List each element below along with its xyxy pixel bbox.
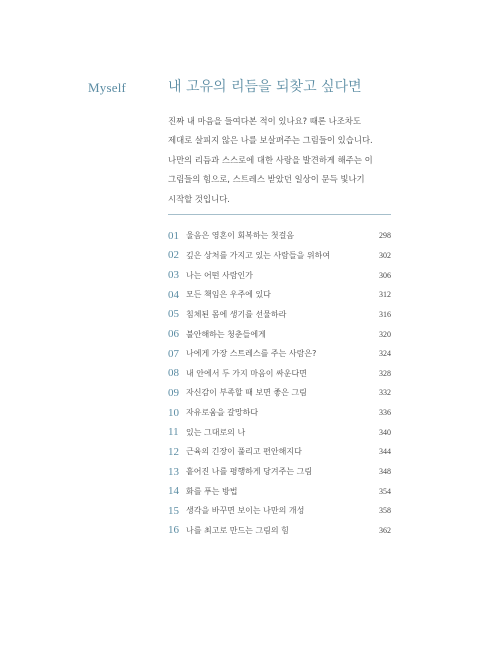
toc-entry[interactable] bbox=[168, 344, 391, 364]
toc-number: 09 bbox=[168, 386, 179, 399]
toc-number: 03 bbox=[168, 269, 179, 282]
toc-entry[interactable] bbox=[168, 422, 391, 442]
toc-title: 생각을 바꾸면 보이는 나만의 개성 bbox=[186, 506, 305, 516]
toc-number: 12 bbox=[168, 445, 179, 458]
toc-title: 나를 최고로 만드는 그림의 힘 bbox=[186, 525, 289, 535]
toc-title: 내 안에서 두 가지 마음이 싸운다면 bbox=[186, 368, 307, 378]
toc-page-number: 336 bbox=[379, 408, 391, 418]
toc-entry[interactable] bbox=[168, 363, 391, 383]
toc-number: 15 bbox=[168, 504, 179, 517]
toc-page-number: 298 bbox=[379, 231, 391, 241]
toc-page-number: 344 bbox=[379, 447, 391, 457]
toc-page-number: 358 bbox=[379, 506, 391, 516]
section-label: Myself bbox=[88, 80, 127, 95]
toc-entry[interactable] bbox=[168, 305, 391, 325]
toc-entry[interactable] bbox=[168, 481, 391, 501]
toc-page-number: 354 bbox=[379, 486, 391, 496]
toc-title: 있는 그대로의 나 bbox=[186, 427, 246, 437]
toc-number: 08 bbox=[168, 367, 179, 380]
section-divider bbox=[168, 214, 391, 215]
toc-number: 05 bbox=[168, 308, 179, 321]
toc-title: 침체된 몸에 생기를 선물하라 bbox=[186, 309, 287, 319]
toc-title: 불안해하는 청춘들에게 bbox=[186, 329, 266, 339]
intro-line: 나만의 리듬과 스스로에 대한 사랑을 발견하게 해주는 이 bbox=[168, 154, 373, 165]
toc-page-number: 324 bbox=[379, 349, 391, 359]
toc-entry[interactable] bbox=[168, 324, 391, 344]
intro-line: 시작할 것입니다. bbox=[168, 193, 230, 204]
intro-line: 제대로 살피지 않은 나를 보살펴주는 그림들이 있습니다. bbox=[168, 135, 373, 146]
toc-entry[interactable] bbox=[168, 403, 391, 423]
intro-line: 진짜 내 마음을 들여다본 적이 있나요? 때론 나조차도 bbox=[168, 116, 361, 126]
toc-number: 16 bbox=[168, 524, 179, 537]
toc-title: 나는 어떤 사람인가 bbox=[186, 270, 253, 280]
toc-entry[interactable] bbox=[168, 521, 391, 541]
toc-page-number: 320 bbox=[379, 329, 391, 339]
toc-title: 모든 책임은 우주에 있다 bbox=[186, 290, 271, 300]
toc-title: 깊은 상처를 가지고 있는 사람들을 위하여 bbox=[186, 250, 331, 260]
toc-page-number: 312 bbox=[379, 290, 391, 300]
intro-paragraph bbox=[168, 112, 398, 209]
toc-page-number: 306 bbox=[379, 270, 391, 280]
toc-number: 10 bbox=[168, 406, 179, 419]
toc-number: 04 bbox=[168, 288, 179, 301]
toc-entry[interactable] bbox=[168, 265, 391, 285]
toc-page-number: 316 bbox=[379, 309, 391, 319]
toc-title: 울음은 영혼이 회복하는 첫걸음 bbox=[186, 231, 295, 241]
toc-entry[interactable] bbox=[168, 226, 391, 246]
toc-number: 07 bbox=[168, 347, 179, 360]
toc-title: 근육의 긴장이 풀리고 편안해지다 bbox=[186, 447, 302, 457]
toc-number: 06 bbox=[168, 328, 179, 341]
toc-entry[interactable] bbox=[168, 285, 391, 305]
toc-page-number: 328 bbox=[379, 368, 391, 378]
toc-entry[interactable] bbox=[168, 462, 391, 482]
toc-entry[interactable] bbox=[168, 383, 391, 403]
table-of-contents bbox=[168, 226, 391, 540]
toc-title: 나에게 가장 스트레스를 주는 사람은? bbox=[186, 349, 317, 359]
toc-number: 01 bbox=[168, 229, 179, 242]
chapter-title: 내 고유의 리듬을 되찾고 싶다면 bbox=[168, 79, 362, 95]
toc-title: 화를 푸는 방법 bbox=[186, 486, 238, 496]
toc-number: 13 bbox=[168, 465, 179, 478]
toc-page-number: 362 bbox=[379, 525, 391, 535]
toc-title: 자신감이 부족할 때 보면 좋은 그림 bbox=[186, 388, 307, 398]
toc-entry[interactable] bbox=[168, 442, 391, 462]
toc-title: 흩어진 나를 평행하게 당겨주는 그림 bbox=[186, 467, 313, 476]
toc-title: 자유로움을 갈망하다 bbox=[186, 408, 259, 418]
intro-line: 그림들의 힘으로, 스트레스 받았던 일상이 문득 빛나기 bbox=[168, 174, 365, 185]
toc-entry[interactable] bbox=[168, 246, 391, 266]
toc-page-number: 332 bbox=[379, 388, 391, 398]
toc-page-number: 302 bbox=[379, 250, 391, 260]
toc-page-number: 340 bbox=[379, 427, 391, 437]
toc-number: 02 bbox=[168, 249, 179, 262]
toc-page-number: 348 bbox=[379, 467, 391, 476]
toc-entry[interactable] bbox=[168, 501, 391, 521]
toc-number: 11 bbox=[168, 426, 179, 439]
toc-number: 14 bbox=[168, 485, 179, 498]
